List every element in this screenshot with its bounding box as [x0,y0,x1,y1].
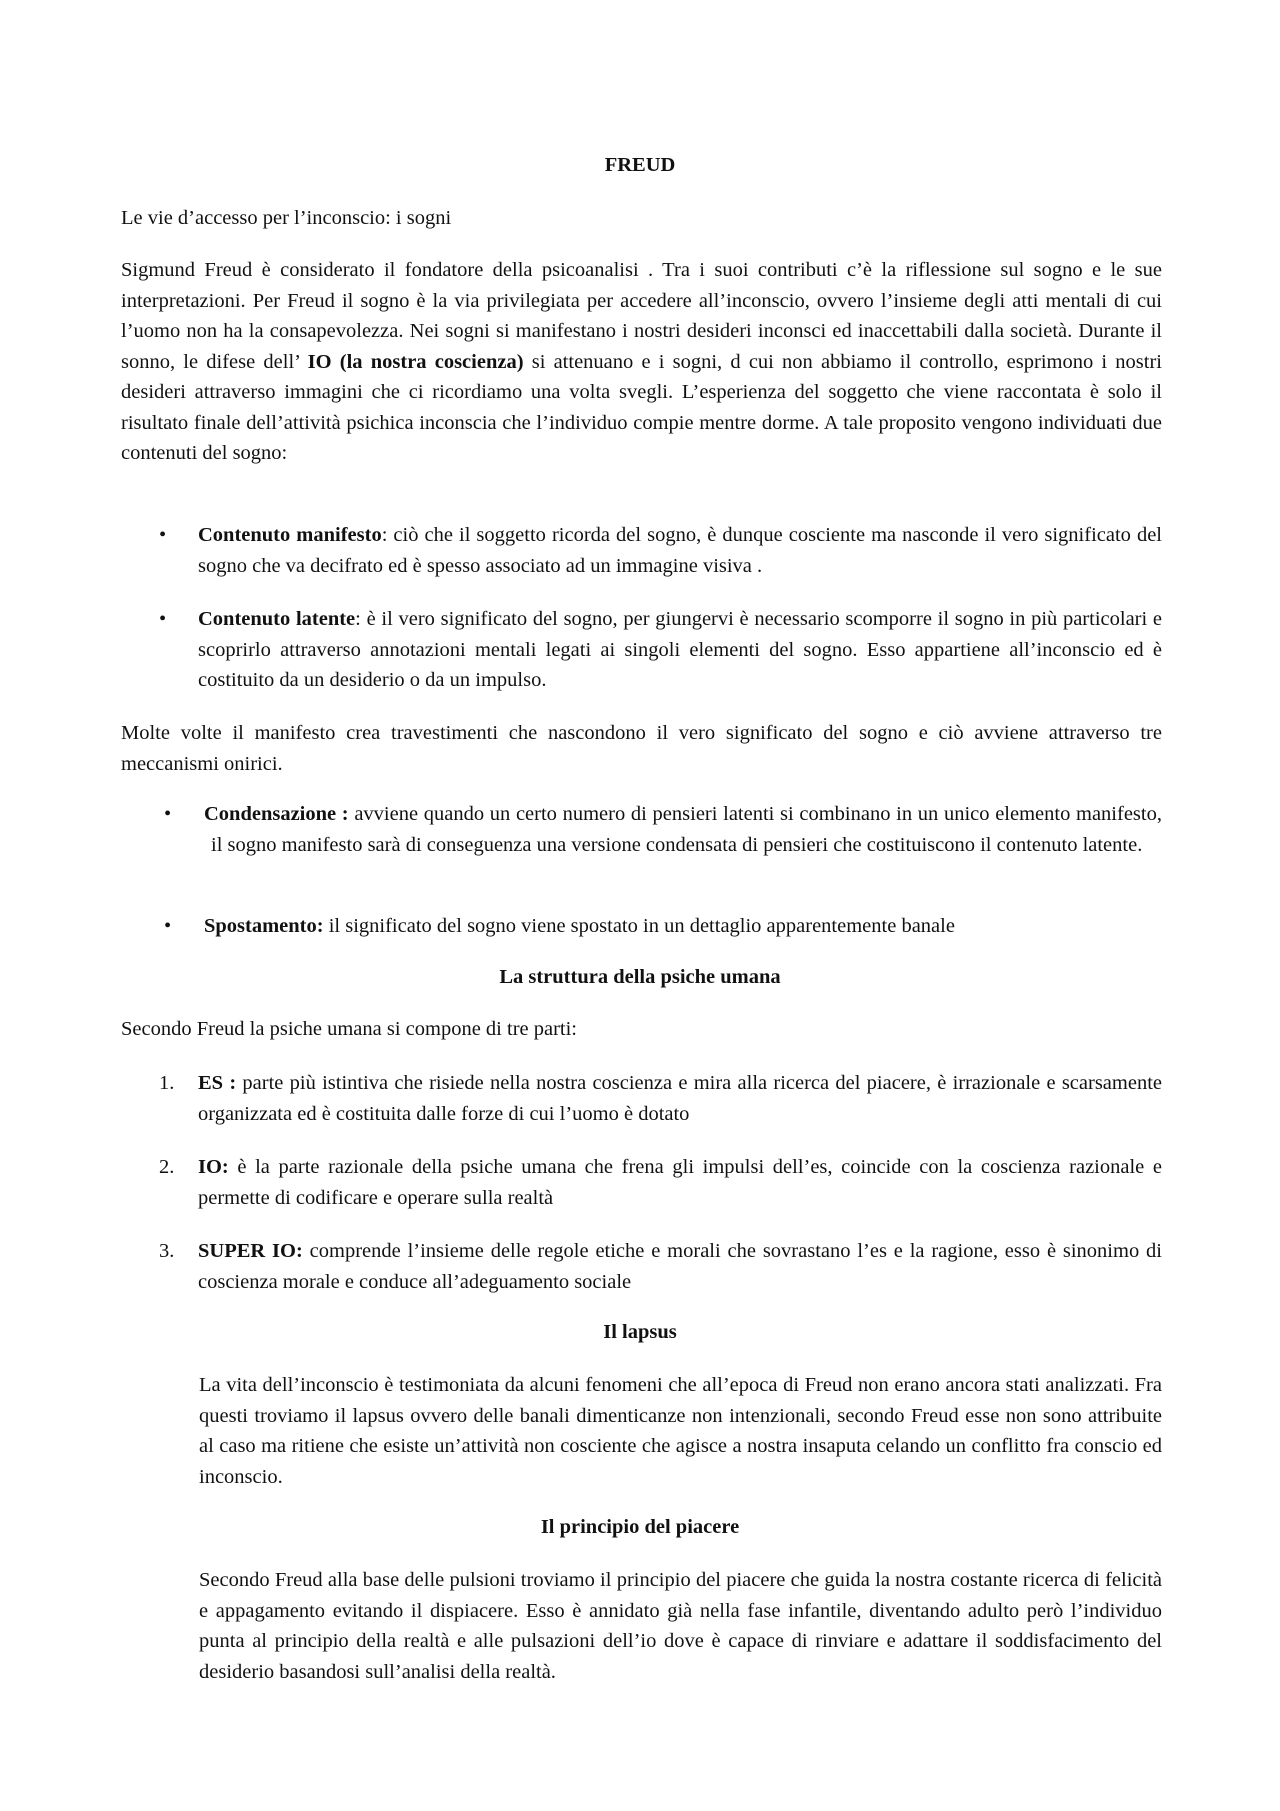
term-description: il significato del sogno viene spostato in un dettaglio apparentemente banale [323,915,955,937]
bullet-marker: • [159,608,167,630]
term-label: Condensazione : [204,803,349,825]
term-label: Contenuto latente [198,608,356,630]
list-item-text [198,520,1162,581]
list-number: 1. [159,1072,175,1094]
bullet-marker: • [159,524,167,546]
term-description: comprende l’insieme delle regole etiche e morali che sovrastano l’es e la ragione, esso è sinonimo di coscienza morale e conduce all’adeguamento sociale [198,1240,1162,1293]
list-item-spostamento [121,911,1162,942]
mechanisms-intro: Molte volte il manifesto crea travestimenti che nascondono il vero significato del sogno e ciò avviene attraverso tre meccanismi onirici. [121,722,1162,775]
list-item-contenuto-latente [121,604,1162,696]
intro-text-a: Sigmund Freud è considerato il fondatore della psicoanalisi . Tra i suoi contributi c’è la riflessione sul sogno e le sue interpretazioni. Per Freud il sogno è la via privilegiata per accedere all’inconscio, ovvero l’insieme degli atti mentali di cui l’uomo non ha la consapevolezza. Nei sogni si manifestano i nostri desideri inconsci ed inaccettabili dalla società. Durante il sonno, le difese dell’ [121,259,1162,373]
list-item-text [198,1236,1162,1297]
list-item-condensazione [121,799,1162,891]
term-description: parte più istintiva che risiede nella nostra coscienza e mira alla ricerca del piacere, è irrazionale e scarsamente organizzata ed è costituita dalle forze di cui l’uomo è dotato [198,1072,1162,1125]
list-item-es [121,1068,1162,1130]
lapsus-paragraph: La vita dell’inconscio è testimoniata da alcuni fenomeni che all’epoca di Freud non erano ancora stati analizzati. Fra questi troviamo il lapsus ovvero delle banali dimenticanze non intenzionali, secondo Freud esse non sono attribuite al caso ma ritiene che esiste un’attività non cosciente che agisce a nostra insaputa celando un conflitto fra conscio ed inconscio. [199,1374,1162,1488]
list-number: 2. [159,1156,175,1178]
term-description: : è il vero significato del sogno, per giungervi è necessario scomporre il sogno in più particolari e scoprirlo attraverso annotazioni mentali legati ai singoli elementi del sogno. Esso appartiene all’inconscio ed è costituito da un desiderio o da un impulso. [198,608,1162,691]
term-label: ES : [198,1072,237,1094]
section-heading-psyche: La struttura della psiche umana [499,966,781,988]
list-item-text [198,1152,1162,1213]
list-item-text [204,799,1162,860]
term-label: IO: [198,1156,229,1178]
document-title: FREUD [604,154,676,176]
term-label: Spostamento: [204,915,324,937]
bullet-marker: • [164,803,172,825]
intro-bold: IO (la nostra coscienza) [307,350,524,373]
subtitle: Le vie d’accesso per l’inconscio: i sogni [121,207,452,229]
intro-paragraph [121,255,1162,469]
section-heading-lapsus: Il lapsus [603,1321,677,1343]
term-description: è la parte razionale della psiche umana che frena gli impulsi dell’es, coincide con la coscienza razionale e permette di codificare e operare sulla realtà [198,1156,1162,1209]
list-number: 3. [159,1240,175,1262]
list-item-super-io [121,1236,1162,1298]
list-item-text [204,911,1162,942]
term-description: : ciò che il soggetto ricorda del sogno, è dunque cosciente ma nasconde il vero significato del sogno che va decifrato ed è spesso associato ad un immagine visiva . [198,524,1162,577]
list-item-text [198,1068,1162,1129]
intro-text-b: si attenuano e i sogni, d cui non abbiamo il controllo, esprimono i nostri desideri attraverso immagini che ci ricordiamo una volta svegli. L’esperienza del soggetto che viene raccontata è solo il risultato finale dell’attività psichica inconscia che l’individuo compie mentre dorme. A tale proposito vengono individuati due contenuti del sogno: [121,350,1162,464]
pleasure-paragraph: Secondo Freud alla base delle pulsioni troviamo il principio del piacere che guida la nostra costante ricerca di felicità e appagamento evitando il dispiacere. Esso è annidato già nella fase infantile, diventando adulto però l’individuo punta al principio della realtà e alle pulsazioni dell’io dove è capace di rinviare e adattare il soddisfacimento del desiderio basandosi sull’analisi della realtà. [199,1569,1162,1683]
list-item-io [121,1152,1162,1214]
list-item-text [198,604,1162,696]
term-description: avviene quando un certo numero di pensieri latenti si combinano in un unico elemento manifesto, il sogno manifesto sarà di conseguenza una versione condensata di pensieri che costituiscono il contenuto latente. [211,803,1162,856]
term-label: Contenuto manifesto [198,524,382,546]
psyche-intro: Secondo Freud la psiche umana si compone di tre parti: [121,1018,578,1040]
term-label: SUPER IO: [198,1240,303,1262]
section-heading-pleasure: Il principio del piacere [540,1516,740,1538]
list-item-contenuto-manifesto [121,520,1162,582]
bullet-marker: • [164,915,172,937]
